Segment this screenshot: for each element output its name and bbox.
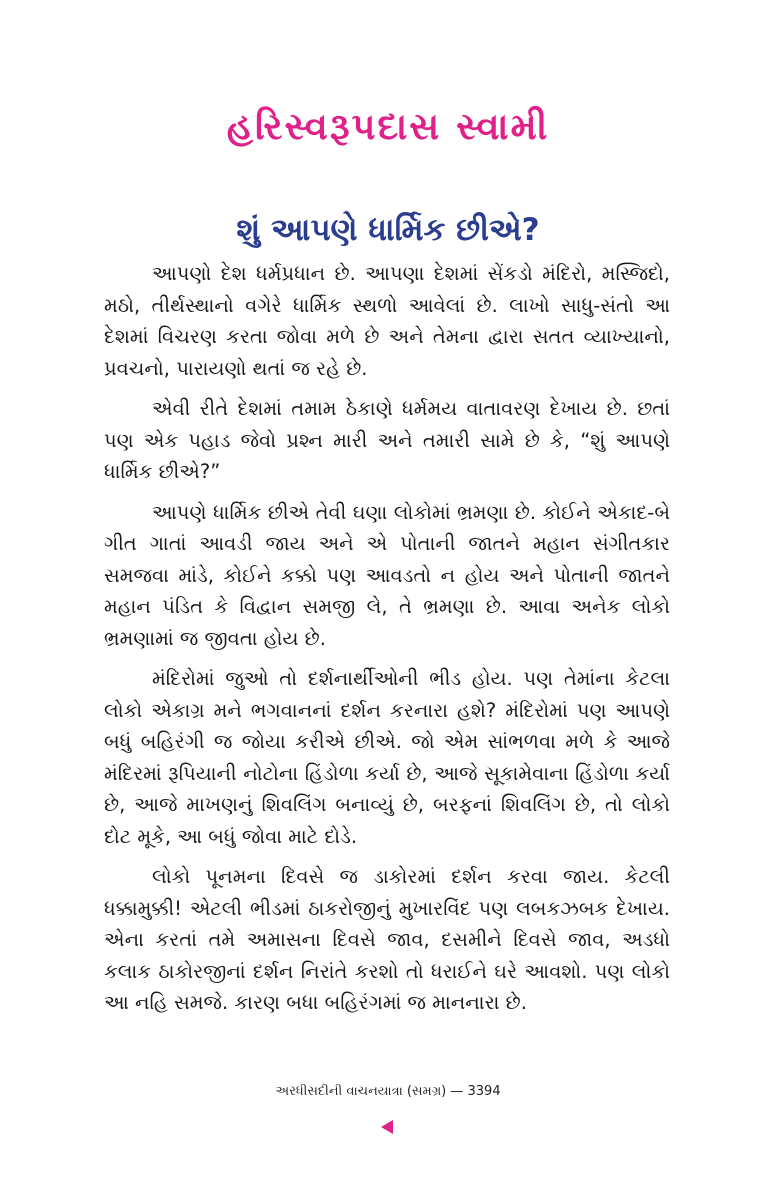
paragraph-4: મંદિરોમાં જુઓ તો દર્શનાર્થીઓની ભીડ હોય. પણ તેમાંના કેટલા લોકો એકાગ્ર મને ભગવાનનાં દર્શન કરનારા હશે? મંદિરોમાં પણ આપણે બધું બહિરંગી જ જોયા કરીએ છીએ. જો એમ સાંભળવા મળે કે આજે મંદિરમાં રૂપિયાની નોટોના હિંડોળા કર્યા છે, આજે સૂકામેવાના હિંડોળા કર્યા છે, આજે માખણનું શિવલિંગ બનાવ્યું છે, બરફનાં શિવલિંગ છે, તો લોકો દોટ મૂકે, આ બધું જોવા માટે દોડે. (104, 667, 670, 848)
paragraph-1: આપણો દેશ ધર્મપ્રધાન છે. આપણા દેશમાં સેંકડો મંદિરો, મસ્જિદો, મઠો, તીર્થસ્થાનો વગેરે ધાર્મિક સ્થળો આવેલાં છે. લાખો સાધુ-સંતો આ દેશમાં વિચરણ કરતા જોવા મળે છે અને તેમના દ્વારા સતત વ્યાખ્યાનો, પ્રવચનો, પારાયણો થતાં જ રહે છે. (104, 262, 670, 380)
paragraph-2: એવી રીતે દેશમાં તમામ ઠેકાણે ધર્મમય વાતાવરણ દેખાય છે. છતાં પણ એક પહાડ જેવો પ્રશ્ન મારી અને તમારી સામે છે કે, “શું આપણે ધાર્મિક છીએ?” (104, 397, 670, 483)
author-name: હરિસ્વરૂપદાસ સ્વામી (226, 105, 550, 148)
article-body (104, 258, 670, 1028)
paragraph-3: આપણે ધાર્મિક છીએ તેવી ઘણા લોકોમાં ભ્રમણા છે. કોઈને એકાદ-બે ગીત ગાતાં આવડી જાય અને એ પોતાની જાતને મહાન સંગીતકાર સમજવા માંડે, કોઈને કક્કો પણ આવડતો ન હોય અને પોતાની જાતને મહાન પંડિત કે વિદ્વાન સમજી લે, તે ભ્રમણા છે. આવા અનેક લોકો ભ્રમણામાં જ જીવતા હોય છે. (104, 500, 670, 650)
triangle-left-icon[interactable] (381, 1120, 393, 1134)
page-footer: અરધીસદીની વાચનયાત્રા (સમગ્ર) — 3394 (275, 1084, 501, 1099)
paragraph-5: લોકો પૂનમના દિવસે જ ડાકોરમાં દર્શન કરવા જાય. કેટલી ધક્કામુક્કી! એટલી ભીડમાં ઠાકરોજીનું મુખારવિંદ પણ લબકઝબક દેખાય. એના કરતાં તમે અમાસના દિવસે જાવ, દસમીને દિવસે જાવ, અડધો કલાક ઠાકોરજીનાં દર્શન નિરાંતે કરશો તો ધરાઈને ઘરે આવશો. પણ લોકો આ નહિ સમજે. કારણ બધા બહિરંગમાં જ માનનારા છે. (104, 865, 670, 1014)
article-title: શું આપણે ધાર્મિક છીએ? (236, 212, 540, 248)
